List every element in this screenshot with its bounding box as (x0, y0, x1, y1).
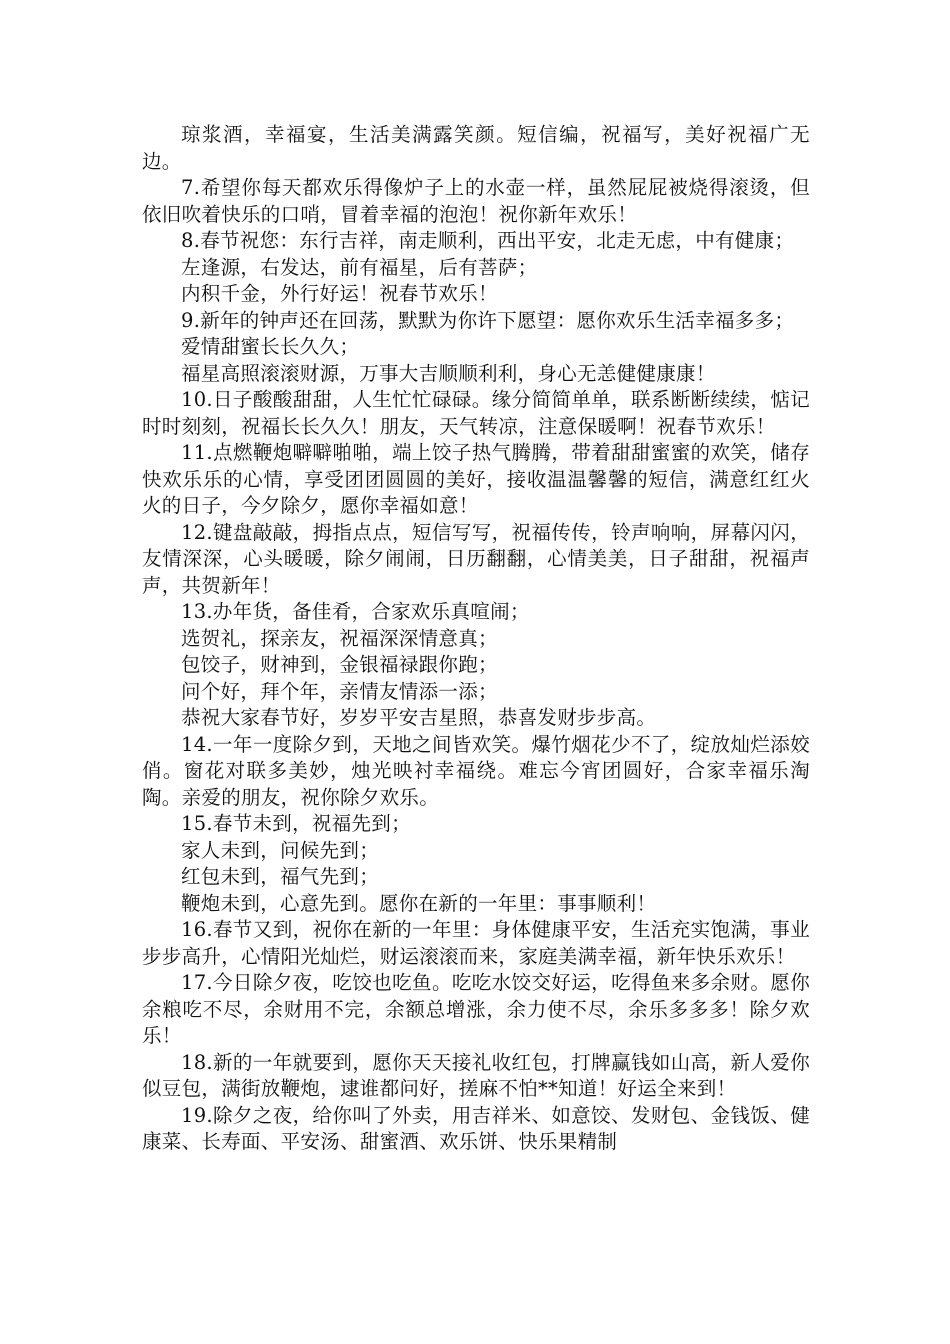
paragraph: 选贺礼，探亲友，祝福深深情意真； (181, 626, 498, 650)
paragraph: 内积千金，外行好运！祝春节欢乐！ (181, 282, 498, 305)
paragraph: 17.今日除夕夜，吃饺也吃鱼。吃吃水饺交好运，吃得鱼来多余财。愿你余粮吃不尽，余财用不完，余额总增涨，余力使不尽，余乐多多多！除夕欢乐！ (142, 971, 810, 1047)
paragraph: 问个好，拜个年，亲情友情添一添； (181, 679, 498, 703)
paragraph: 18.新的一年就要到，愿你天天接礼收红包，打牌赢钱如山高，新人爱你似豆包，满街放鞭炮，逮谁都问好，搓麻不怕**知道！好运全来到！ (142, 1050, 810, 1100)
paragraph: 15.春节未到，祝福先到； (181, 812, 411, 835)
paragraph: 爱情甜蜜长长久久； (181, 335, 360, 358)
paragraph: 红包未到，福气先到； (181, 865, 380, 888)
document-body (142, 122, 810, 1156)
paragraph: 恭祝大家春节好，岁岁平安吉星照，恭喜发财步步高。 (181, 706, 657, 729)
paragraph: 7.希望你每天都欢乐得像炉子上的水壶一样，虽然屁屁被烧得滚烫，但依旧吹着快乐的口哨，冒着幸福的泡泡！祝你新年欢乐！ (142, 176, 810, 226)
paragraph: 14.一年一度除夕到，天地之间皆欢笑。爆竹烟花少不了，绽放灿烂添姣俏。窗花对联多美妙，烛光映衬幸福绕。难忘今宵团圆好，合家幸福乐淘陶。亲爱的朋友，祝你除夕欢乐。 (142, 732, 810, 809)
paragraph: 11.点燃鞭炮噼噼啪啪，端上饺子热气腾腾，带着甜甜蜜蜜的欢笑，储存快欢乐乐的心情，享受团团圆圆的美好，接收温温馨馨的短信，满意红红火火的日子，今夕除夕，愿你幸福如意！ (142, 441, 810, 517)
paragraph: 琼浆酒，幸福宴，生活美满露笑颜。短信编，祝福写，美好祝福广无边。 (142, 123, 810, 173)
paragraph: 10.日子酸酸甜甜，人生忙忙碌碌。缘分简简单单，联系断断续续，惦记时时刻刻，祝福长长久久！朋友，天气转凉，注意保暖啊！祝春节欢乐！ (142, 388, 810, 438)
paragraph: 9.新年的钟声还在回荡，默默为你许下愿望：愿你欢乐生活幸福多多； (181, 308, 795, 332)
paragraph: 福星高照滚滚财源，万事大吉顺顺利利，身心无恙健健康康！ (181, 361, 716, 385)
paragraph: 家人未到，问候先到； (181, 838, 380, 862)
paragraph: 16.春节又到，祝你在新的一年里：身体健康平安，生活充实饱满，事业步步高升，心情阳光灿烂，财运滚滚而来，家庭美满幸福，新年快乐欢乐！ (142, 918, 810, 968)
paragraph: 鞭炮未到，心意先到。愿你在新的一年里：事事顺利！ (181, 891, 657, 915)
paragraph: 12.键盘敲敲，拇指点点，短信写写，祝福传传，铃声响响，屏幕闪闪，友情深深，心头暖暖，除夕闹闹，日历翻翻，心情美美，日子甜甜，祝福声声，共贺新年！ (142, 520, 810, 597)
paragraph: 包饺子，财神到，金银福禄跟你跑； (181, 653, 498, 676)
paragraph: 8.春节祝您：东行吉祥，南走顺利，西出平安，北走无虑，中有健康； (181, 229, 795, 252)
paragraph: 13.办年货，备佳肴，合家欢乐真喧闹； (181, 600, 530, 623)
paragraph: 19.除夕之夜，给你叫了外卖，用吉祥米、如意饺、发财包、金钱饭、健康菜、长寿面、平安汤、甜蜜酒、欢乐饼、快乐果精制 (142, 1103, 810, 1153)
paragraph: 左逢源，右发达，前有福星，后有菩萨； (181, 255, 538, 279)
